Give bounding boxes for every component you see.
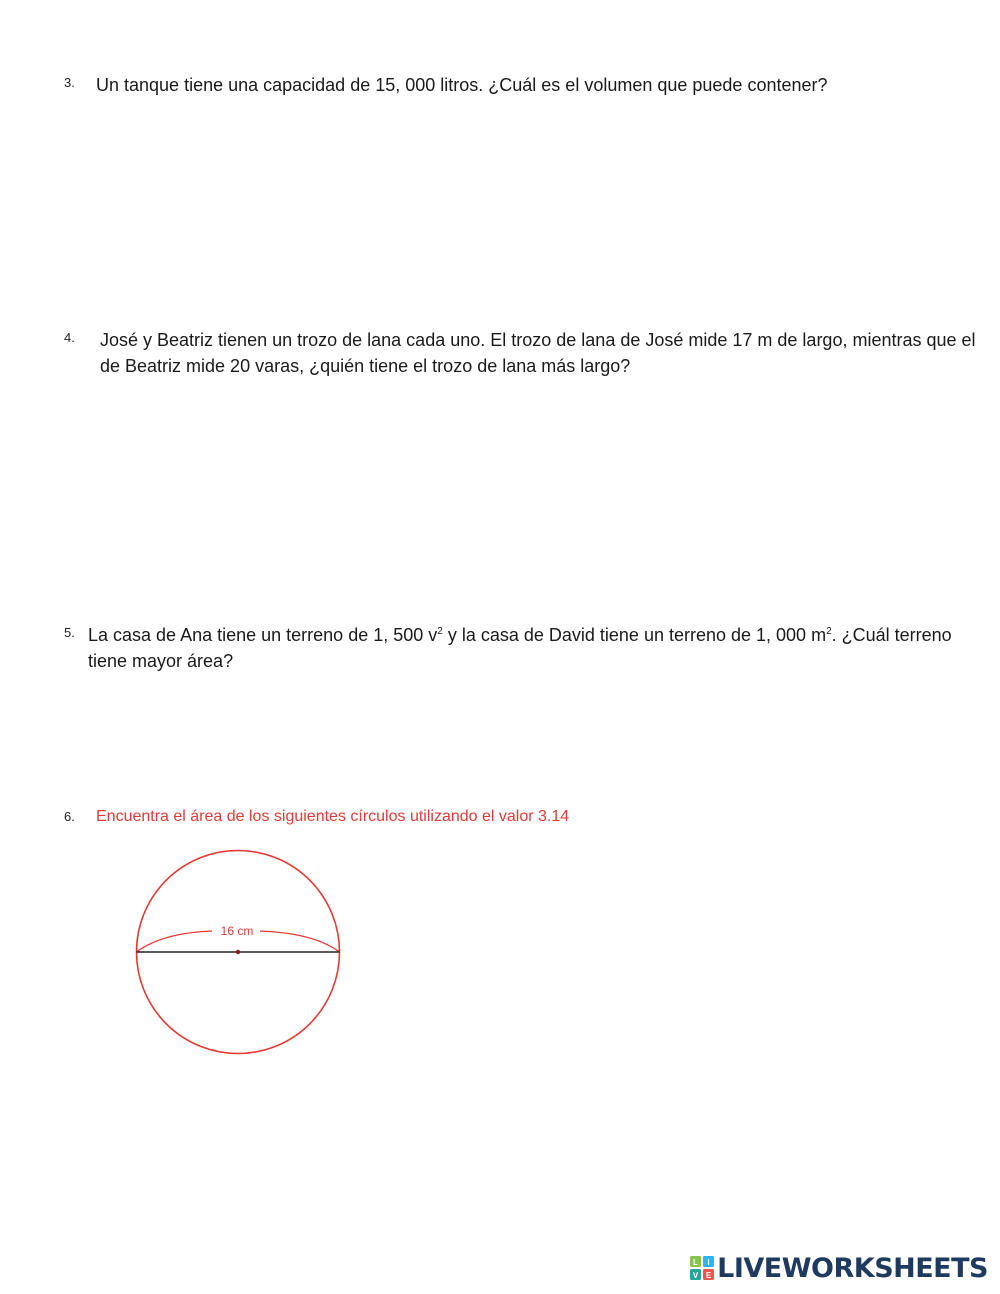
center-point (236, 950, 240, 954)
arc-right (260, 931, 340, 952)
question-5 (64, 622, 984, 674)
question-3 (64, 72, 828, 98)
question-6 (64, 806, 569, 828)
question-text-part: . ¿Cuál terreno tiene mayor área? (88, 625, 952, 671)
svg-text:I: I (707, 1257, 710, 1267)
question-text (88, 622, 978, 674)
brand-name: LIVEWORKSHEETS (717, 1252, 988, 1284)
question-number: 5. (64, 625, 75, 640)
brand-footer (690, 1252, 988, 1284)
question-text: Un tanque tiene una capacidad de 15, 000 litros. ¿Cuál es el volumen que puede contener? (96, 75, 828, 95)
question-instruction: Encuentra el área de los siguientes círculos utilizando el valor 3.14 (96, 808, 570, 825)
svg-text:V: V (692, 1270, 699, 1280)
question-number: 4. (64, 330, 75, 345)
question-number: 6. (64, 809, 75, 824)
arc-left (137, 931, 213, 952)
superscript: 2 (826, 626, 832, 637)
question-text: José y Beatriz tienen un trozo de lana cada uno. El trozo de lana de José mide 17 m de largo, mientras que el de Beatriz mide 20 varas, ¿quién tiene el trozo de lana más largo? (100, 330, 976, 376)
circle-diagram (126, 840, 350, 1064)
question-4 (64, 327, 984, 379)
question-text-part: y la casa de David tiene un terreno de 1, 000 m (442, 625, 827, 645)
diameter-label: 16 cm (220, 924, 254, 938)
question-text-part: La casa de Ana tiene un terreno de 1, 500 v (88, 625, 438, 645)
svg-text:L: L (693, 1257, 699, 1267)
svg-text:E: E (705, 1270, 712, 1280)
superscript: 2 (437, 626, 443, 637)
question-number: 3. (64, 75, 75, 90)
liveworksheets-logo-icon (690, 1256, 714, 1280)
